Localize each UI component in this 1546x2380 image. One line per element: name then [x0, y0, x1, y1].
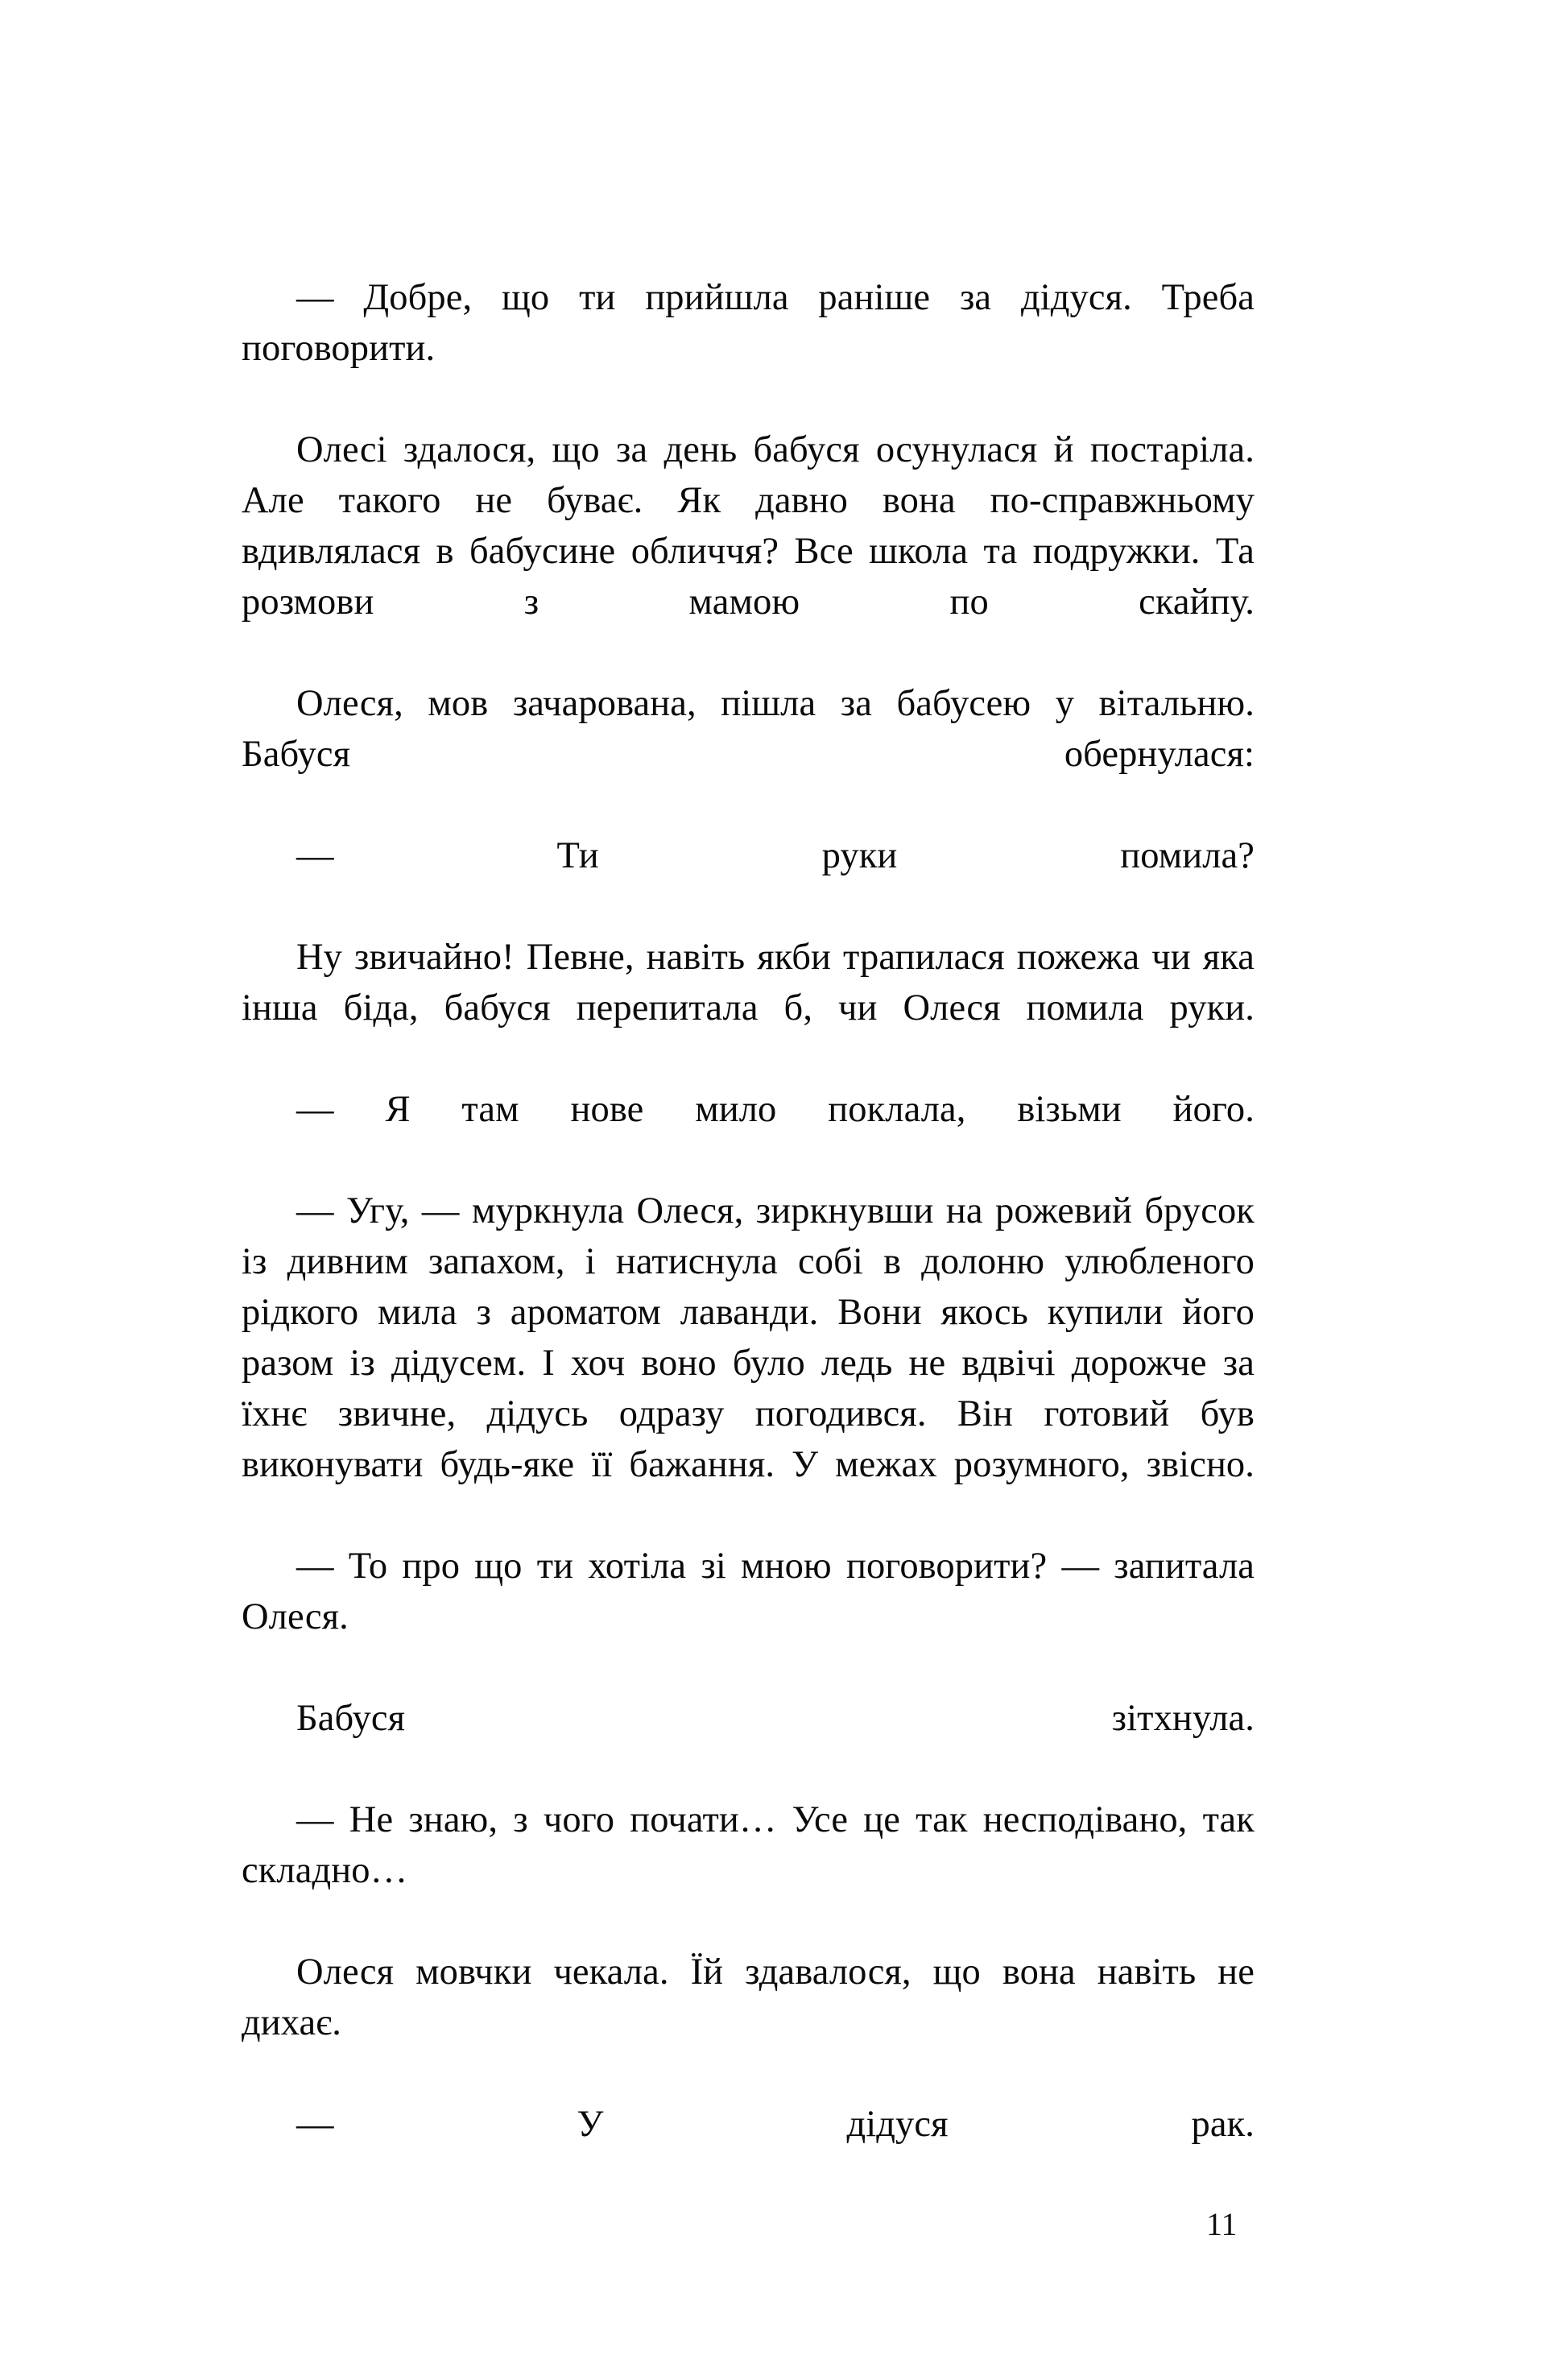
page-text-block	[242, 272, 1255, 2200]
paragraph: — Добре, що ти прийшла раніше за дідуся. Треба поговорити.	[242, 277, 1255, 369]
page-number: 11	[1206, 2206, 1238, 2242]
paragraph: — Ти руки помила?	[296, 835, 1255, 876]
paragraph: — Не знаю, з чого почати… Усе це так несподівано, так складно…	[242, 1799, 1255, 1891]
paragraph: — То про що ти хотіла зі мною поговорити? — запитала Олеся.	[242, 1546, 1255, 1637]
paragraph: Ну звичайно! Певне, навіть якби трапилася пожежа чи яка інша біда, бабуся перепитала б, чи Олеся помила руки.	[242, 937, 1255, 1029]
paragraph: — Я там нове мило поклала, візьми його.	[296, 1089, 1255, 1130]
paragraph: Олесі здалося, що за день бабуся осунулася й постаріла. Але такого не буває. Як давно вона по-справжньому вдивлялася в бабусине обличчя? Все школа та подружки. Та розмови з мамою по скайпу.	[242, 429, 1255, 623]
paragraph: — Угу, — муркнула Олеся, зиркнувши на рожевий брусок із дивним запахом, і натиснула собі в долоню улюбленого рідкого мила з ароматом лаванди. Вони якось купили його разом із дідусем. І хоч воно було ледь не вдвічі дорожче за їхнє звичне, дідусь одразу погодився. Він готовий був виконувати будь-яке її бажання. У межах розумного, звісно.	[242, 1190, 1255, 1485]
paragraph: Бабуся зітхнула.	[296, 1698, 1255, 1739]
paragraph: Олеся мовчки чекала. Їй здавалося, що вона навіть не дихає.	[242, 1952, 1255, 2043]
paragraph: Олеся, мов зачарована, пішла за бабусею у вітальню. Бабуся обернулася:	[242, 683, 1255, 775]
paragraph: — У дідуся рак.	[296, 2104, 1255, 2145]
